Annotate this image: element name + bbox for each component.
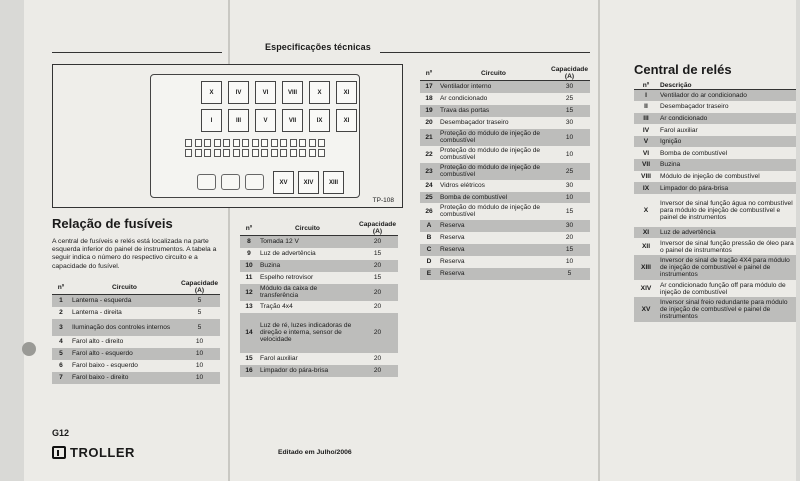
fuse-number: 10: [240, 260, 258, 272]
col-header-description: Descrição: [658, 82, 796, 90]
header-rule: [52, 52, 222, 53]
relay-number: IV: [642, 126, 650, 134]
fuse-row: [240, 272, 398, 284]
fuse-row: [420, 256, 590, 268]
fuse-number: E: [420, 268, 438, 280]
fuse-circuit: Tração 4x4: [260, 303, 293, 310]
fuse-number: 26: [425, 207, 433, 215]
relay-row: [634, 227, 796, 239]
fuse-circuit: Luz de ré, luzes indicadoras de direção e interna, sensor de velocidade: [258, 313, 357, 353]
fuses-section-title: Relação de fusíveis: [52, 216, 173, 231]
relay-description: Farol auxiliar: [660, 126, 698, 134]
mini-fuse: [214, 139, 221, 147]
brand-logo: [52, 445, 135, 460]
fuse-capacity: 10: [195, 362, 204, 369]
fuse-capacity: 30: [549, 81, 590, 93]
fuse-number: 3: [52, 319, 70, 336]
relay-row: [634, 238, 796, 255]
fuse-row: [420, 117, 590, 129]
mini-fuse: [280, 149, 287, 157]
relay-number: III: [634, 113, 658, 125]
col-header-capacity: Capacidade (A): [358, 221, 396, 235]
fuse-row: [420, 232, 590, 244]
fuse-number: 21: [420, 129, 438, 146]
mini-fuse: [318, 139, 325, 147]
mini-fuse: [309, 139, 316, 147]
fuse-capacity: 15: [373, 274, 382, 281]
relay-slot: IX: [309, 109, 330, 132]
mini-fuse: [214, 149, 221, 157]
fuse-row: [240, 248, 398, 260]
fuse-row: [420, 146, 590, 163]
fuse-number: 22: [425, 150, 433, 158]
mini-fuse: [261, 149, 268, 157]
relay-row: [634, 297, 796, 322]
fuse-number: A: [420, 220, 438, 232]
fuse-circuit: Módulo da caixa de transferência: [258, 284, 357, 301]
relay-description: Ar condicionado função off para módulo de injeção de combustível: [660, 281, 786, 296]
relay-description: Inversor de sinal função pressão de óleo para o painel de instrumentos: [660, 239, 794, 254]
fuse-number: 20: [425, 119, 433, 126]
relay-description: Inversor de sinal função água no combustível para módulo de injeção de combustível e painel de instrumentos: [660, 199, 793, 221]
fuse-number: 8: [240, 236, 258, 248]
relay-slot: VI: [255, 81, 276, 104]
header-rule: [380, 52, 590, 53]
relay-description: Inversor de sinal de tração 4X4 para módulo de injeção de combustível e painel de instrumentos: [658, 255, 796, 280]
fuse-number: 13: [245, 303, 253, 310]
mini-fuse: [271, 139, 278, 147]
fuse-capacity: 15: [373, 250, 382, 257]
fuse-circuit: Farol baixo - esquerdo: [72, 362, 138, 369]
fuse-capacity: 20: [373, 303, 382, 310]
col-header-number: nº: [634, 82, 658, 90]
relay-number: II: [644, 103, 648, 111]
fuse-row: [420, 203, 590, 220]
relay-number: I: [634, 90, 658, 102]
mini-fuse: [309, 149, 316, 157]
fuse-circuit: Iluminação dos controles internos: [70, 319, 179, 336]
relay-slot: XI: [336, 109, 357, 132]
binder-hole: [22, 342, 36, 356]
fuse-circuit: Reserva: [438, 220, 549, 232]
edition-text: Editado em Julho/2006: [278, 449, 352, 456]
relay-description: Ventilador do ar condicionado: [658, 90, 796, 102]
mini-fuse: [252, 149, 259, 157]
fuse-box-outline: [150, 74, 360, 198]
fuse-circuit: Tomada 12 V: [258, 236, 357, 248]
relay-row: [634, 194, 796, 227]
fuse-capacity: 5: [197, 309, 202, 316]
col-header-number: nº: [420, 66, 438, 81]
fuse-capacity: 15: [565, 207, 574, 215]
fuse-circuit: Vidros elétricos: [440, 182, 485, 189]
fuse-circuit: Farol alto - esquerdo: [70, 348, 179, 360]
fuse-capacity: 5: [179, 295, 220, 307]
relay-description: Buzina: [658, 159, 796, 171]
col-header-circuit: Circuito: [438, 66, 549, 81]
fuse-number: 5: [52, 348, 70, 360]
relay-slot: X: [201, 81, 222, 104]
fuse-circuit: Farol alto - direito: [72, 338, 124, 345]
fuse-capacity: 30: [565, 119, 574, 126]
relay-row: [634, 136, 796, 148]
fuse-number: D: [426, 258, 432, 265]
fuse-number: 17: [420, 81, 438, 93]
mini-fuse: [299, 149, 306, 157]
relay-socket: [197, 174, 216, 190]
fuse-capacity: 20: [357, 313, 398, 353]
fuse-circuit: Reserva: [440, 258, 465, 265]
fuse-row: [420, 105, 590, 117]
mini-fuse: [252, 139, 259, 147]
fuse-circuit: Farol baixo - direito: [70, 372, 179, 384]
col-header-circuit: Circuito: [70, 280, 179, 295]
fuse-number: 15: [245, 355, 253, 362]
fuse-capacity: 25: [549, 163, 590, 180]
fuse-number: 23: [420, 163, 438, 180]
fuse-table-2: [240, 221, 398, 377]
fuse-row: [240, 313, 398, 353]
relay-number: IX: [634, 182, 658, 194]
fuse-circuit: Espelho retrovisor: [260, 274, 314, 281]
fuse-row: [240, 260, 398, 272]
fuse-number: 19: [420, 105, 438, 117]
fuse-number: 6: [59, 362, 63, 369]
fuse-row: [52, 307, 220, 319]
relay-slot: VIII: [282, 81, 303, 104]
relay-slot: III: [228, 109, 249, 132]
fuse-circuit: Proteção do módulo de injeção de combustível: [438, 163, 549, 180]
mini-fuse: [233, 139, 240, 147]
fuse-box-diagram: [52, 64, 403, 208]
col-header-capacity: Capacidade (A): [180, 280, 218, 294]
relay-slot: V: [255, 109, 276, 132]
fuse-number: 2: [59, 309, 63, 316]
mini-fuse: [290, 139, 297, 147]
fuse-circuit: Buzina: [258, 260, 357, 272]
mini-fuse: [185, 149, 192, 157]
page-fold: [598, 0, 600, 481]
relay-slot: XIII: [323, 171, 344, 194]
relay-description: Bomba de combustível: [660, 149, 728, 157]
page-header-title: Especificações técnicas: [265, 42, 371, 52]
relay-description: Limpador do pára-brisa: [658, 182, 796, 194]
fuse-number: 24: [425, 182, 433, 189]
fuse-capacity: 20: [373, 355, 382, 362]
relay-description: Desembaçador traseiro: [660, 103, 729, 111]
fuse-row: [52, 360, 220, 372]
fuse-number: 9: [247, 250, 251, 257]
fuse-capacity: 15: [549, 244, 590, 256]
fuse-row: [420, 192, 590, 203]
relay-number: XII: [641, 243, 651, 251]
mini-fuse: [271, 149, 278, 157]
relay-number: XIV: [640, 285, 652, 293]
fuse-circuit: Reserva: [438, 268, 549, 280]
relay-table: [634, 82, 796, 322]
fuse-capacity: 10: [565, 258, 574, 265]
col-header-capacity: Capacidade (A): [550, 66, 588, 80]
mini-fuse: [195, 149, 202, 157]
fuse-number: 25: [420, 192, 438, 203]
fuse-row: [52, 319, 220, 336]
fuse-row: [420, 268, 590, 280]
fuse-circuit: Lanterna - esquerda: [70, 295, 179, 307]
fuse-circuit: Ventilador interno: [438, 81, 549, 93]
relay-slot: X: [309, 81, 330, 104]
relay-description: Ignição: [658, 136, 796, 148]
relay-slot: XI: [336, 81, 357, 104]
fuse-capacity: 25: [565, 95, 574, 102]
relay-number: VIII: [641, 172, 651, 180]
fuse-table-3: [420, 66, 590, 280]
relays-section-title: Central de relés: [634, 62, 732, 77]
fuse-row: [52, 295, 220, 307]
relay-slot: XV: [273, 171, 294, 194]
fuse-circuit: Reserva: [440, 234, 465, 241]
fuse-capacity: 20: [357, 365, 398, 377]
fuse-circuit: Lanterna - direita: [72, 309, 122, 316]
relay-description: Inversor sinal freio redundante para módulo de injeção de combustível e painel de instrumentos: [658, 297, 796, 322]
fuse-number: 14: [240, 313, 258, 353]
fuses-intro-text: A central de fusíveis e relés está localizada na parte esquerda inferior do painel de instrumentos. A tabela a seguir indica o número do respectivo circuito e a capacidade do fusível.: [52, 238, 217, 270]
fuse-capacity: 10: [179, 348, 220, 360]
fuse-circuit: Limpador do pára-brisa: [258, 365, 357, 377]
mini-fuse: [290, 149, 297, 157]
relay-row: [634, 159, 796, 171]
relay-description: Módulo de injeção de combustível: [660, 172, 760, 180]
relay-row: [634, 90, 796, 102]
fuse-capacity: 10: [549, 129, 590, 146]
fuse-capacity: 30: [565, 182, 574, 189]
relay-row: [634, 113, 796, 125]
mini-fuse: [185, 139, 192, 147]
fuse-row: [420, 163, 590, 180]
fuse-capacity: 20: [357, 284, 398, 301]
brand-name: TROLLER: [70, 445, 135, 460]
mini-fuse: [195, 139, 202, 147]
relay-socket: [221, 174, 240, 190]
fuse-number: 11: [245, 274, 253, 281]
mini-fuse: [299, 139, 306, 147]
relay-row: [634, 255, 796, 280]
fuse-circuit: Luz de advertência: [260, 250, 316, 257]
mini-fuse: [223, 149, 230, 157]
fuse-capacity: 30: [549, 220, 590, 232]
relay-number: VII: [634, 159, 658, 171]
relay-description: Luz de advertência: [658, 227, 796, 239]
relay-number: V: [634, 136, 658, 148]
fuse-table-1: [52, 280, 220, 384]
fuse-row: [240, 236, 398, 248]
relay-description: Ar condicionado: [658, 113, 796, 125]
mini-fuse: [204, 149, 211, 157]
fuse-row: [420, 244, 590, 256]
mini-fuse: [280, 139, 287, 147]
fuse-capacity: 10: [565, 150, 574, 158]
mini-fuse: [242, 149, 249, 157]
fuse-capacity: 20: [357, 236, 398, 248]
fuse-row: [420, 93, 590, 105]
fuse-row: [240, 284, 398, 301]
relay-slot: VII: [282, 109, 303, 132]
fuse-row: [52, 336, 220, 348]
col-header-number: nº: [240, 221, 258, 236]
fuse-capacity: 20: [357, 260, 398, 272]
fuse-row: [240, 301, 398, 313]
relay-number: VI: [642, 149, 650, 157]
fuse-row: [420, 81, 590, 93]
fuse-circuit: Farol auxiliar: [260, 355, 298, 362]
col-header-number: nº: [52, 280, 70, 295]
fuse-circuit: Desembaçador traseiro: [440, 119, 509, 126]
fuse-circuit: Ar condicionado: [440, 95, 488, 102]
fuse-number: 18: [425, 95, 433, 102]
fuse-row: [420, 129, 590, 146]
mini-fuse: [261, 139, 268, 147]
fuse-capacity: 15: [549, 105, 590, 117]
relay-number: XI: [634, 227, 658, 239]
relay-row: [634, 182, 796, 194]
fuse-number: B: [426, 234, 432, 241]
fuse-capacity: 10: [179, 372, 220, 384]
relay-row: [634, 101, 796, 113]
fuse-number: 16: [240, 365, 258, 377]
relay-row: [634, 124, 796, 136]
mini-fuse: [318, 149, 325, 157]
mini-fuse: [233, 149, 240, 157]
diagram-code: TP-108: [372, 197, 394, 204]
relay-slot: IV: [228, 81, 249, 104]
fuse-capacity: 10: [549, 192, 590, 203]
fuse-number: 4: [59, 338, 63, 345]
mini-fuse: [223, 139, 230, 147]
fuse-circuit: Proteção do módulo de injeção de combustível: [438, 129, 549, 146]
troller-logo-icon: [52, 446, 66, 459]
fuse-capacity: 10: [195, 338, 204, 345]
fuse-number: C: [420, 244, 438, 256]
relay-number: XIII: [634, 255, 658, 280]
fuse-number: 1: [52, 295, 70, 307]
fuse-capacity: 20: [565, 234, 574, 241]
fuse-capacity: 5: [549, 268, 590, 280]
fuse-circuit: Proteção do módulo de injeção de combustível: [440, 204, 541, 218]
relay-number: X: [643, 206, 649, 214]
fuse-circuit: Reserva: [438, 244, 549, 256]
fuse-circuit: Trava das portas: [438, 105, 549, 117]
fuse-row: [420, 220, 590, 232]
fuse-circuit: Proteção do módulo de injeção de combustível: [440, 147, 541, 161]
fuse-number: 12: [240, 284, 258, 301]
fuse-row: [240, 365, 398, 377]
relay-slot: XIV: [298, 171, 319, 194]
relay-row: [634, 171, 796, 183]
mini-fuse: [242, 139, 249, 147]
mini-fuse: [204, 139, 211, 147]
col-header-circuit: Circuito: [258, 221, 357, 236]
relay-row: [634, 280, 796, 297]
relay-row: [634, 147, 796, 159]
relay-number: XV: [634, 297, 658, 322]
relay-slot: I: [201, 109, 222, 132]
relay-socket: [245, 174, 264, 190]
fuse-row: [52, 372, 220, 384]
fuse-number: 7: [52, 372, 70, 384]
fuse-row: [420, 180, 590, 192]
fuse-circuit: Bomba de combustível: [438, 192, 549, 203]
fuse-row: [52, 348, 220, 360]
page-number: G12: [52, 428, 70, 438]
fuse-row: [240, 353, 398, 365]
fuse-capacity: 5: [179, 319, 220, 336]
